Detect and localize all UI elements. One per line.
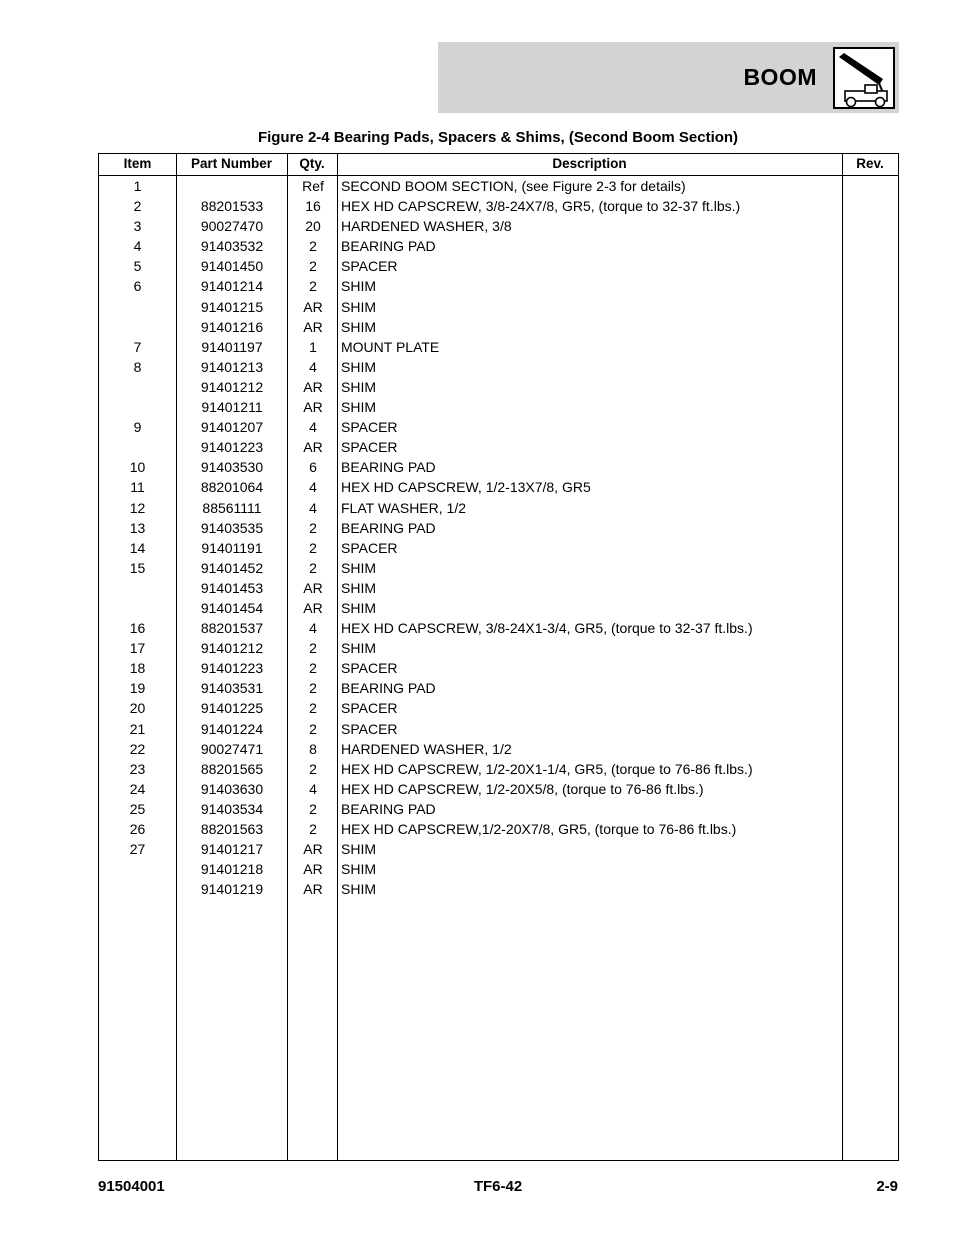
qty-cell: 2	[309, 680, 317, 697]
description-cell: SHIM	[341, 298, 376, 315]
item-cell: 3	[133, 218, 142, 235]
table-row	[99, 620, 898, 640]
part-number-cell: 91401452	[200, 559, 264, 576]
part-number-cell: 91401207	[200, 419, 264, 436]
part-number-cell: 90027470	[200, 218, 264, 235]
qty-cell: 4	[309, 620, 317, 637]
table-row	[99, 881, 898, 901]
description-cell: HEX HD CAPSCREW, 3/8-24X1-3/4, GR5, (torque to 32-37 ft.lbs.)	[341, 620, 753, 637]
part-number-cell: 91401453	[200, 579, 264, 596]
qty-cell: 2	[309, 559, 317, 576]
table-row	[99, 700, 898, 720]
qty-cell: AR	[303, 861, 323, 878]
description-cell: SPACER	[341, 439, 398, 456]
item-cell: 12	[129, 499, 146, 516]
table-row	[99, 479, 898, 499]
part-number-cell: 91401197	[201, 338, 263, 355]
description-cell: SPACER	[341, 258, 398, 275]
qty-cell: AR	[303, 439, 323, 456]
qty-cell: 2	[309, 700, 317, 717]
qty-cell: 6	[309, 459, 317, 476]
qty-cell: 2	[309, 258, 317, 275]
table-row	[99, 841, 898, 861]
part-number-cell: 88201565	[200, 760, 264, 777]
item-cell: 22	[129, 740, 146, 757]
part-number-cell: 91401450	[200, 258, 264, 275]
item-cell: 11	[130, 479, 145, 496]
item-cell: 10	[129, 459, 146, 476]
item-cell: 17	[129, 640, 146, 657]
table-row	[99, 299, 898, 319]
item-cell: 23	[129, 760, 146, 777]
description-cell: SHIM	[341, 399, 376, 416]
qty-cell: AR	[303, 841, 323, 858]
column-header-rev: Rev.	[856, 156, 884, 171]
table-row	[99, 520, 898, 540]
description-cell: SHIM	[341, 640, 376, 657]
part-number-cell: 91401218	[200, 861, 264, 878]
part-number-cell: 91403630	[200, 780, 264, 797]
description-cell: SHIM	[341, 559, 376, 576]
part-number-cell: 91401219	[200, 881, 264, 898]
table-row	[99, 600, 898, 620]
description-cell: SHIM	[341, 599, 376, 616]
footer-page-number: 2-9	[876, 1178, 898, 1195]
qty-cell: AR	[303, 399, 323, 416]
item-cell: 4	[133, 238, 142, 255]
description-cell: HEX HD CAPSCREW, 1/2-20X1-1/4, GR5, (torque to 76-86 ft.lbs.)	[341, 760, 753, 777]
description-cell: SPACER	[341, 700, 398, 717]
qty-cell: AR	[303, 599, 323, 616]
column-header-part-number: Part Number	[190, 156, 273, 171]
description-cell: HEX HD CAPSCREW, 1/2-20X5/8, (torque to 76-86 ft.lbs.)	[341, 780, 704, 797]
part-number-cell: 91403531	[200, 680, 264, 697]
part-number-cell: 91401215	[200, 298, 264, 315]
qty-cell: AR	[303, 579, 323, 596]
part-number-cell: 91401212	[200, 640, 264, 657]
item-cell: 7	[133, 338, 142, 355]
part-number-cell: 88201563	[200, 821, 264, 837]
part-number-cell: 91401216	[200, 318, 264, 335]
table-row	[99, 660, 898, 680]
table-row	[99, 459, 898, 479]
item-cell: 21	[129, 720, 146, 737]
part-number-cell: 91401191	[201, 539, 263, 556]
description-cell: SHIM	[341, 881, 376, 898]
table-row	[99, 419, 898, 439]
part-number-cell: 91401211	[201, 399, 263, 416]
item-cell: 24	[129, 780, 146, 797]
table-row	[99, 359, 898, 379]
figure-title: Figure 2-4 Bearing Pads, Spacers & Shims, (Second Boom Section)	[257, 129, 739, 146]
column-header-item: Item	[123, 156, 152, 171]
table-row	[99, 500, 898, 520]
description-cell: BEARING PAD	[341, 680, 436, 697]
table-row	[99, 560, 898, 580]
qty-cell: 1	[309, 338, 317, 355]
table-row	[99, 258, 898, 278]
part-number-cell: 91401454	[200, 599, 264, 616]
section-title: BOOM	[743, 64, 817, 90]
item-cell: 9	[133, 419, 142, 436]
qty-cell: 2	[309, 760, 317, 777]
item-cell: 6	[133, 278, 142, 295]
qty-cell: 4	[309, 780, 317, 797]
part-number-cell: 91401225	[200, 700, 264, 717]
description-cell: SPACER	[341, 419, 398, 436]
description-cell: BEARING PAD	[341, 800, 436, 817]
item-cell: 8	[133, 358, 142, 375]
table-row	[99, 339, 898, 359]
description-cell: HARDENED WASHER, 1/2	[341, 740, 512, 757]
qty-cell: AR	[303, 318, 323, 335]
column-header-description: Description	[552, 156, 627, 171]
part-number-cell: 91401212	[200, 378, 264, 395]
table-row	[99, 580, 898, 600]
table-body	[99, 178, 898, 901]
qty-cell: 2	[309, 278, 317, 295]
description-cell: SHIM	[341, 318, 376, 335]
qty-cell: 2	[309, 238, 317, 255]
footer-doc-number: 91504001	[98, 1178, 165, 1195]
qty-cell: AR	[303, 298, 323, 315]
part-number-cell: 88201064	[200, 479, 264, 496]
part-number-cell: 91403534	[200, 800, 264, 817]
qty-cell: 4	[309, 499, 317, 516]
table-row	[99, 680, 898, 700]
item-cell: 27	[129, 841, 146, 858]
part-number-cell: 88561111	[202, 499, 262, 516]
qty-cell: 2	[309, 720, 317, 737]
description-cell: SHIM	[341, 841, 376, 858]
table-row	[99, 238, 898, 258]
table-row	[99, 399, 898, 419]
qty-cell: 4	[309, 358, 317, 375]
qty-cell: 2	[309, 640, 317, 657]
header-divider	[99, 175, 898, 176]
qty-cell: 2	[309, 519, 317, 536]
part-number-cell: 90027471	[200, 740, 264, 757]
table-row	[99, 861, 898, 881]
parts-table	[98, 153, 899, 1161]
qty-cell: 4	[309, 479, 317, 496]
description-cell: HEX HD CAPSCREW, 3/8-24X7/8, GR5, (torque to 32-37 ft.lbs.)	[341, 198, 741, 215]
table-header	[99, 154, 898, 175]
part-number-cell: 91401223	[200, 660, 264, 677]
table-row	[99, 319, 898, 339]
description-cell: HEX HD CAPSCREW, 1/2-13X7/8, GR5	[341, 479, 591, 496]
description-cell: SPACER	[341, 660, 398, 677]
footer-model: TF6-42	[473, 1178, 523, 1195]
description-cell: SPACER	[341, 539, 398, 556]
description-cell: SHIM	[341, 861, 376, 878]
qty-cell: 2	[309, 821, 317, 837]
description-cell: FLAT WASHER, 1/2	[341, 499, 466, 516]
item-cell: 19	[129, 680, 146, 697]
item-cell: 13	[129, 519, 146, 536]
description-cell: HARDENED WASHER, 3/8	[341, 218, 512, 235]
part-number-cell: 91401214	[200, 278, 264, 295]
qty-cell: 2	[309, 660, 317, 677]
description-cell: HEX HD CAPSCREW,1/2-20X7/8, GR5, (torque to 76-86 ft.lbs.)	[341, 821, 737, 837]
qty-cell: Ref	[302, 178, 324, 194]
part-number-cell: 91403535	[200, 519, 264, 536]
table-row	[99, 218, 898, 238]
table-row	[99, 721, 898, 741]
part-number-cell: 91403532	[200, 238, 264, 255]
table-row	[99, 821, 898, 841]
item-cell: 5	[133, 258, 142, 275]
description-cell: MOUNT PLATE	[341, 338, 440, 355]
item-cell: 15	[129, 559, 146, 576]
item-cell: 14	[129, 539, 146, 556]
description-cell: SECOND BOOM SECTION, (see Figure 2-3 for details)	[341, 178, 686, 194]
description-cell: BEARING PAD	[341, 459, 436, 476]
table-row	[99, 801, 898, 821]
qty-cell: 16	[305, 198, 321, 215]
qty-cell: 2	[309, 539, 317, 556]
table-row	[99, 781, 898, 801]
part-number-cell: 88201537	[200, 620, 264, 637]
item-cell: 16	[129, 620, 146, 637]
table-row	[99, 761, 898, 781]
table-row	[99, 741, 898, 761]
table-row	[99, 640, 898, 660]
description-cell: SHIM	[341, 358, 376, 375]
qty-cell: 20	[305, 218, 321, 235]
qty-cell: AR	[303, 881, 323, 898]
item-cell: 20	[129, 700, 146, 717]
qty-cell: AR	[303, 378, 323, 395]
item-cell: 1	[133, 178, 142, 194]
description-cell: SHIM	[341, 278, 376, 295]
table-row	[99, 198, 898, 218]
qty-cell: 4	[309, 419, 317, 436]
item-cell: 2	[133, 198, 142, 215]
description-cell: BEARING PAD	[341, 519, 436, 536]
item-cell: 25	[129, 800, 146, 817]
part-number-cell: 88201533	[200, 198, 264, 215]
column-header-qty: Qty.	[299, 156, 325, 171]
description-cell: SPACER	[341, 720, 398, 737]
part-number-cell: 91401213	[200, 358, 264, 375]
boom-machine-icon	[833, 47, 895, 109]
table-row	[99, 178, 898, 198]
item-cell: 26	[129, 821, 146, 837]
qty-cell: 2	[309, 800, 317, 817]
description-cell: BEARING PAD	[341, 238, 436, 255]
part-number-cell: 91403530	[200, 459, 264, 476]
item-cell: 18	[129, 660, 146, 677]
part-number-cell: 91401223	[200, 439, 264, 456]
table-row	[99, 379, 898, 399]
table-row	[99, 540, 898, 560]
description-cell: SHIM	[341, 378, 376, 395]
header-band	[438, 42, 899, 113]
part-number-cell: 91401217	[200, 841, 264, 858]
description-cell: SHIM	[341, 579, 376, 596]
table-row	[99, 278, 898, 298]
qty-cell: 8	[309, 740, 317, 757]
table-row	[99, 439, 898, 459]
part-number-cell: 91401224	[200, 720, 264, 737]
